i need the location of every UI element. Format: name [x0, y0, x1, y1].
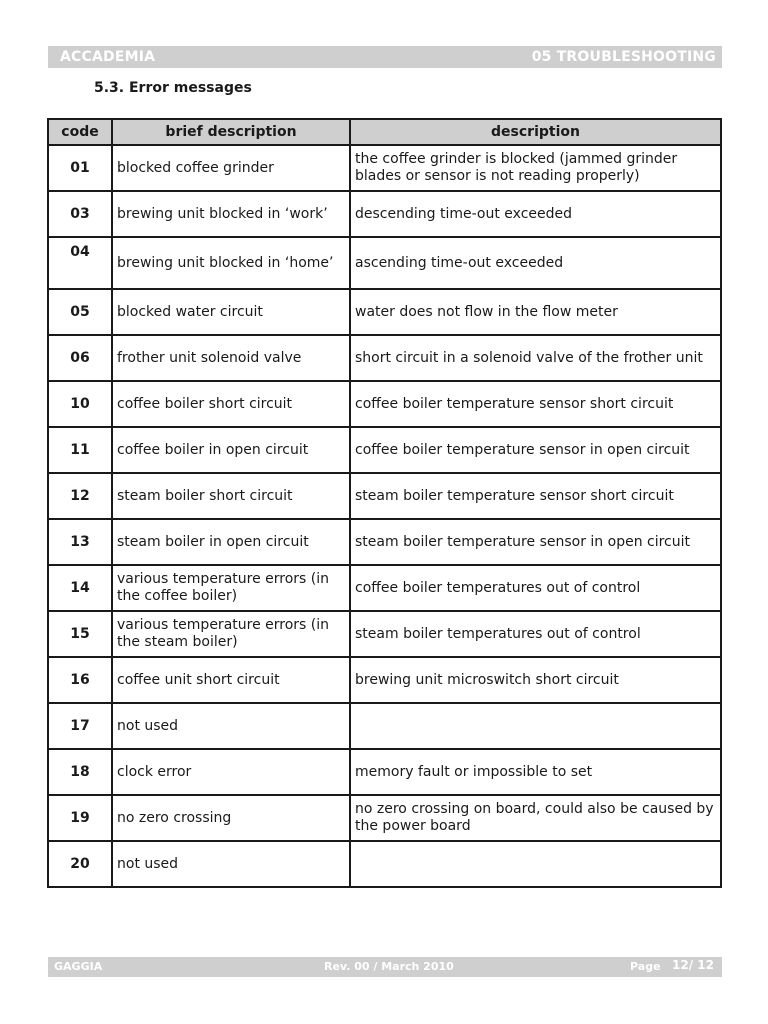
table-header-row — [48, 119, 721, 145]
error-code: 20 — [48, 841, 112, 887]
error-code: 01 — [48, 145, 112, 191]
error-code: 12 — [48, 473, 112, 519]
brief-description: not used — [112, 703, 350, 749]
description: steam boiler temperature sensor in open circuit — [350, 519, 721, 565]
error-code: 19 — [48, 795, 112, 841]
brief-description: steam boiler short circuit — [112, 473, 350, 519]
description: water does not flow in the flow meter — [350, 289, 721, 335]
description — [350, 703, 721, 749]
section-title: 5.3. Error messages — [94, 80, 252, 96]
brief-description: brewing unit blocked in ‘work’ — [112, 191, 350, 237]
description: ascending time-out exceeded — [350, 237, 721, 289]
description: short circuit in a solenoid valve of the frother unit — [350, 335, 721, 381]
table-row — [48, 381, 721, 427]
table-row — [48, 611, 721, 657]
error-code: 18 — [48, 749, 112, 795]
brief-description: coffee boiler in open circuit — [112, 427, 350, 473]
header-doc-title: ACCADEMIA — [60, 49, 156, 65]
table-row — [48, 473, 721, 519]
error-code: 13 — [48, 519, 112, 565]
error-code: 15 — [48, 611, 112, 657]
brief-description: blocked coffee grinder — [112, 145, 350, 191]
column-header-brief-description: brief description — [112, 119, 350, 145]
table-row — [48, 657, 721, 703]
page-footer — [48, 957, 722, 977]
error-code: 14 — [48, 565, 112, 611]
table-row — [48, 427, 721, 473]
brief-description: not used — [112, 841, 350, 887]
brief-description: various temperature errors (in the coffee boiler) — [112, 565, 350, 611]
description: brewing unit microswitch short circuit — [350, 657, 721, 703]
brief-description: blocked water circuit — [112, 289, 350, 335]
description — [350, 841, 721, 887]
footer-page-number: 12/ 12 — [672, 958, 714, 972]
brief-description: brewing unit blocked in ‘home’ — [112, 237, 350, 289]
footer-page-label: Page — [630, 960, 661, 973]
brief-description: coffee boiler short circuit — [112, 381, 350, 427]
table-row — [48, 335, 721, 381]
description: coffee boiler temperature sensor short circuit — [350, 381, 721, 427]
table-row — [48, 841, 721, 887]
table-row — [48, 237, 721, 289]
footer-brand: GAGGIA — [54, 960, 103, 973]
description: the coffee grinder is blocked (jammed grinder blades or sensor is not reading properly) — [350, 145, 721, 191]
description: no zero crossing on board, could also be caused by the power board — [350, 795, 721, 841]
error-code: 10 — [48, 381, 112, 427]
description: descending time-out exceeded — [350, 191, 721, 237]
description: memory fault or impossible to set — [350, 749, 721, 795]
table-row — [48, 565, 721, 611]
error-code: 11 — [48, 427, 112, 473]
brief-description: various temperature errors (in the steam boiler) — [112, 611, 350, 657]
page-header — [48, 46, 722, 68]
brief-description: no zero crossing — [112, 795, 350, 841]
footer-revision: Rev. 00 / March 2010 — [324, 960, 454, 973]
description: steam boiler temperature sensor short circuit — [350, 473, 721, 519]
table-row — [48, 519, 721, 565]
column-header-description: description — [350, 119, 721, 145]
table-row — [48, 703, 721, 749]
error-code: 03 — [48, 191, 112, 237]
error-code: 04 — [48, 237, 112, 289]
error-code: 16 — [48, 657, 112, 703]
table-row — [48, 749, 721, 795]
brief-description: steam boiler in open circuit — [112, 519, 350, 565]
description: steam boiler temperatures out of control — [350, 611, 721, 657]
table-row — [48, 289, 721, 335]
error-code: 05 — [48, 289, 112, 335]
table-row — [48, 795, 721, 841]
table-row — [48, 191, 721, 237]
table-row — [48, 145, 721, 191]
brief-description: clock error — [112, 749, 350, 795]
brief-description: frother unit solenoid valve — [112, 335, 350, 381]
error-code: 17 — [48, 703, 112, 749]
description: coffee boiler temperature sensor in open circuit — [350, 427, 721, 473]
description: coffee boiler temperatures out of control — [350, 565, 721, 611]
error-messages-table — [47, 118, 722, 888]
header-chapter-title: 05 TROUBLESHOOTING — [531, 49, 716, 65]
column-header-code: code — [48, 119, 112, 145]
brief-description: coffee unit short circuit — [112, 657, 350, 703]
error-code: 06 — [48, 335, 112, 381]
